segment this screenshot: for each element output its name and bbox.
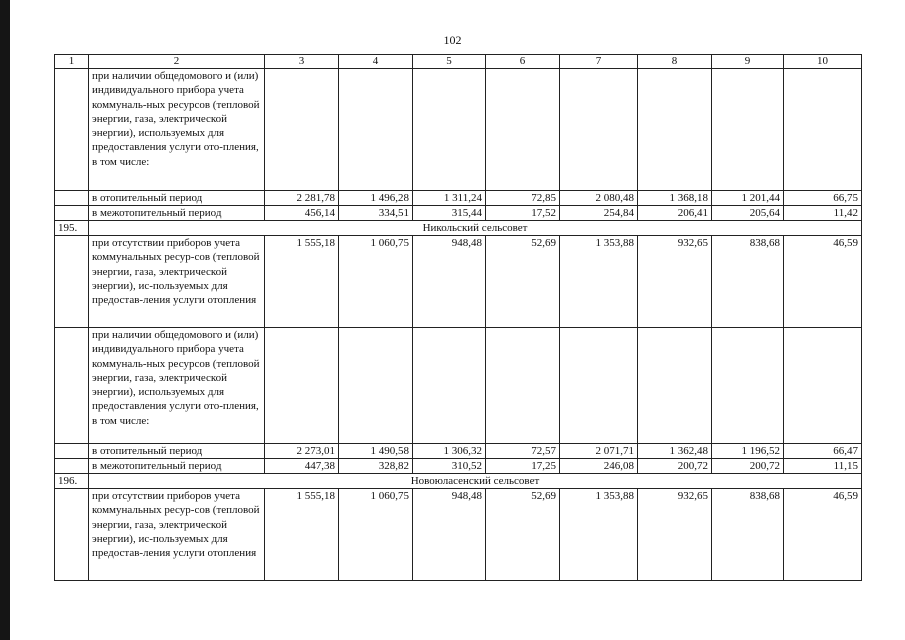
value-cell: 200,72 [638, 459, 712, 474]
row-number [55, 328, 89, 444]
value-cell: 11,15 [784, 459, 862, 474]
value-cell: 46,59 [784, 489, 862, 581]
value-cell: 1 306,32 [413, 444, 486, 459]
empty-cell [486, 69, 560, 191]
empty-cell [413, 328, 486, 444]
value-cell: 1 496,28 [339, 191, 413, 206]
header-cell: 6 [486, 55, 560, 69]
empty-cell [486, 328, 560, 444]
value-cell: 2 273,01 [265, 444, 339, 459]
empty-cell [712, 69, 784, 191]
value-cell: 1 060,75 [339, 489, 413, 581]
value-cell: 456,14 [265, 206, 339, 221]
row-description: в отопительный период [89, 444, 265, 459]
empty-cell [413, 69, 486, 191]
value-cell: 328,82 [339, 459, 413, 474]
value-cell: 838,68 [712, 236, 784, 328]
row-description: при наличии общедомового и (или) индивидуального прибора учета коммуналь-ных ресурсов (тепловой энергии, газа, электрической энергии), используемых для предоставления услуги ото-пления, в том числе: [89, 69, 265, 191]
table-row [55, 328, 862, 444]
row-description: в отопительный период [89, 191, 265, 206]
value-cell: 447,38 [265, 459, 339, 474]
value-cell: 932,65 [638, 489, 712, 581]
page-number: 102 [443, 33, 462, 47]
value-cell: 52,69 [486, 489, 560, 581]
row-description: в межотопительный период [89, 459, 265, 474]
value-cell: 66,47 [784, 444, 862, 459]
value-cell: 1 196,52 [712, 444, 784, 459]
row-description: в межотопительный период [89, 206, 265, 221]
value-cell: 2 071,71 [560, 444, 638, 459]
value-cell: 948,48 [413, 236, 486, 328]
row-description: при наличии общедомового и (или) индивидуального прибора учета коммуналь-ных ресурсов (тепловой энергии, газа, электрической энергии), используемых для предоставления услуги ото-пления, в том числе: [89, 328, 265, 444]
row-number [55, 191, 89, 206]
value-cell: 1 060,75 [339, 236, 413, 328]
section-number: 195. [55, 221, 89, 236]
empty-cell [712, 328, 784, 444]
empty-cell [265, 69, 339, 191]
value-cell: 1 353,88 [560, 236, 638, 328]
section-title: Никольский сельсовет [89, 221, 862, 236]
row-description: при отсутствии приборов учета коммунальных ресур-сов (тепловой энергии, газа, электрической энергии), ис-пользуемых для предостав-ления услуги отопления [89, 236, 265, 328]
header-cell: 3 [265, 55, 339, 69]
table-row [55, 444, 862, 459]
value-cell: 72,57 [486, 444, 560, 459]
empty-cell [560, 69, 638, 191]
value-cell: 310,52 [413, 459, 486, 474]
row-description: при отсутствии приборов учета коммунальных ресур-сов (тепловой энергии, газа, электрической энергии), ис-пользуемых для предостав-ления услуги отопления [89, 489, 265, 581]
value-cell: 334,51 [339, 206, 413, 221]
row-number [55, 236, 89, 328]
section-row [55, 474, 862, 489]
header-cell: 8 [638, 55, 712, 69]
value-cell: 206,41 [638, 206, 712, 221]
value-cell: 246,08 [560, 459, 638, 474]
header-cell: 10 [784, 55, 862, 69]
empty-cell [784, 69, 862, 191]
empty-cell [265, 328, 339, 444]
value-cell: 11,42 [784, 206, 862, 221]
section-number: 196. [55, 474, 89, 489]
value-cell: 1 490,58 [339, 444, 413, 459]
table-row [55, 69, 862, 191]
value-cell: 17,52 [486, 206, 560, 221]
value-cell: 1 368,18 [638, 191, 712, 206]
header-cell: 4 [339, 55, 413, 69]
header-cell: 9 [712, 55, 784, 69]
header-cell: 1 [55, 55, 89, 69]
header-row [55, 55, 862, 69]
value-cell: 200,72 [712, 459, 784, 474]
value-cell: 948,48 [413, 489, 486, 581]
empty-cell [339, 328, 413, 444]
value-cell: 1 353,88 [560, 489, 638, 581]
table-row [55, 459, 862, 474]
value-cell: 315,44 [413, 206, 486, 221]
value-cell: 52,69 [486, 236, 560, 328]
empty-cell [784, 328, 862, 444]
value-cell: 1 555,18 [265, 236, 339, 328]
empty-cell [560, 328, 638, 444]
table-row [55, 236, 862, 328]
value-cell: 2 281,78 [265, 191, 339, 206]
value-cell: 932,65 [638, 236, 712, 328]
row-number [55, 206, 89, 221]
header-cell: 5 [413, 55, 486, 69]
value-cell: 254,84 [560, 206, 638, 221]
empty-cell [638, 69, 712, 191]
row-number [55, 459, 89, 474]
value-cell: 1 362,48 [638, 444, 712, 459]
table-row [55, 489, 862, 581]
page-edge [0, 0, 10, 640]
header-cell: 2 [89, 55, 265, 69]
row-number [55, 489, 89, 581]
value-cell: 66,75 [784, 191, 862, 206]
row-number [55, 444, 89, 459]
value-cell: 1 201,44 [712, 191, 784, 206]
value-cell: 46,59 [784, 236, 862, 328]
section-title: Новоюласенский сельсовет [89, 474, 862, 489]
value-cell: 2 080,48 [560, 191, 638, 206]
value-cell: 1 311,24 [413, 191, 486, 206]
table-row [55, 191, 862, 206]
empty-cell [339, 69, 413, 191]
value-cell: 72,85 [486, 191, 560, 206]
tariff-table [54, 54, 862, 581]
value-cell: 1 555,18 [265, 489, 339, 581]
value-cell: 17,25 [486, 459, 560, 474]
header-cell: 7 [560, 55, 638, 69]
table-row [55, 206, 862, 221]
value-cell: 205,64 [712, 206, 784, 221]
value-cell: 838,68 [712, 489, 784, 581]
empty-cell [638, 328, 712, 444]
row-number [55, 69, 89, 191]
section-row [55, 221, 862, 236]
